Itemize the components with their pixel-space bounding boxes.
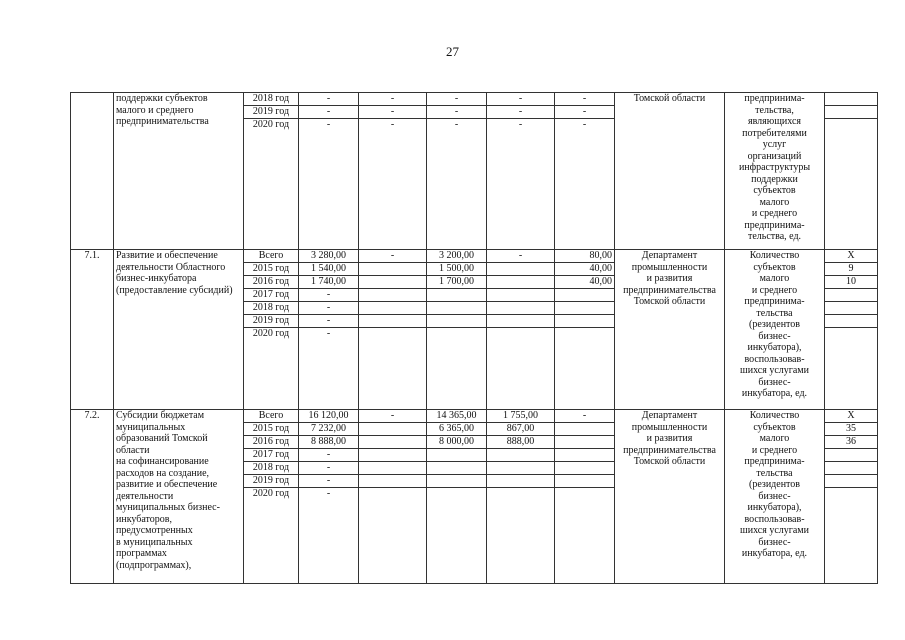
- amount-cell: [487, 263, 555, 276]
- amount-cell: 888,00: [487, 436, 555, 449]
- value-cell: 9: [825, 263, 878, 276]
- row-number-cell: 7.2.: [71, 410, 114, 584]
- page-number: 27: [446, 44, 459, 59]
- amount-cell: [359, 289, 427, 302]
- amount-cell: -: [299, 119, 359, 250]
- amount-cell: [555, 436, 615, 449]
- value-cell: [825, 449, 878, 462]
- amount-cell: [555, 302, 615, 315]
- amount-cell: [487, 462, 555, 475]
- program-table: [70, 92, 878, 584]
- amount-cell: -: [299, 328, 359, 410]
- amount-cell: [359, 449, 427, 462]
- amount-cell: [359, 462, 427, 475]
- amount-cell: [427, 475, 487, 488]
- value-cell: [825, 488, 878, 584]
- amount-cell: 1 755,00: [487, 410, 555, 423]
- year-cell: 2019 год: [244, 315, 299, 328]
- row-number-cell: 7.1.: [71, 250, 114, 410]
- value-cell: [825, 106, 878, 119]
- amount-cell: [555, 462, 615, 475]
- amount-cell: -: [427, 93, 487, 106]
- year-cell: 2017 год: [244, 289, 299, 302]
- amount-cell: -: [299, 106, 359, 119]
- amount-cell: -: [299, 302, 359, 315]
- year-cell: 2020 год: [244, 328, 299, 410]
- amount-cell: [359, 302, 427, 315]
- amount-cell: [427, 328, 487, 410]
- year-cell: Всего: [244, 410, 299, 423]
- amount-cell: [427, 462, 487, 475]
- value-cell: [825, 289, 878, 302]
- amount-cell: [555, 449, 615, 462]
- indicator-cell: Количество субъектов малого и среднего предпринима- тельства (резидентов бизнес- инкубатора), воспользовав- шихся услугами бизнес- инкубатора, ед.: [725, 250, 825, 410]
- amount-cell: -: [427, 119, 487, 250]
- amount-cell: -: [299, 93, 359, 106]
- amount-cell: -: [299, 475, 359, 488]
- amount-cell: -: [359, 410, 427, 423]
- amount-cell: [427, 488, 487, 584]
- amount-cell: 7 232,00: [299, 423, 359, 436]
- year-cell: 2016 год: [244, 436, 299, 449]
- value-cell: 35: [825, 423, 878, 436]
- year-cell: 2018 год: [244, 462, 299, 475]
- amount-cell: [555, 488, 615, 584]
- year-cell: 2015 год: [244, 423, 299, 436]
- amount-cell: -: [487, 250, 555, 263]
- indicator-cell: Количество субъектов малого и среднего предпринима- тельства (резидентов бизнес- инкубатора), воспользовав- шихся услугами бизнес- инкубатора, ед.: [725, 410, 825, 584]
- amount-cell: -: [359, 93, 427, 106]
- amount-cell: -: [299, 289, 359, 302]
- amount-cell: -: [487, 93, 555, 106]
- value-cell: [825, 302, 878, 315]
- amount-cell: [555, 423, 615, 436]
- amount-cell: [427, 449, 487, 462]
- amount-cell: [359, 475, 427, 488]
- amount-cell: [487, 488, 555, 584]
- amount-cell: [555, 289, 615, 302]
- amount-cell: -: [299, 462, 359, 475]
- year-cell: Всего: [244, 250, 299, 263]
- amount-cell: -: [299, 315, 359, 328]
- amount-cell: [487, 315, 555, 328]
- amount-cell: 1 500,00: [427, 263, 487, 276]
- amount-cell: 8 000,00: [427, 436, 487, 449]
- amount-cell: [555, 475, 615, 488]
- amount-cell: 40,00: [555, 263, 615, 276]
- amount-cell: [427, 315, 487, 328]
- measure-name-cell: поддержки субъектов малого и среднего предпринимательства: [114, 93, 244, 250]
- executor-cell: Томской области: [615, 93, 725, 250]
- amount-cell: -: [555, 106, 615, 119]
- measure-name-cell: Развитие и обеспечение деятельности Областного бизнес-инкубатора (предоставление субсидий): [114, 250, 244, 410]
- year-cell: 2019 год: [244, 106, 299, 119]
- amount-cell: -: [299, 488, 359, 584]
- value-cell: [825, 475, 878, 488]
- amount-cell: -: [359, 106, 427, 119]
- amount-cell: [487, 475, 555, 488]
- measure-name-cell: Субсидии бюджетам муниципальных образований Томской области на софинансирование расходов на создание, развитие и обеспечение деятельности муниципальных бизнес- инкубаторов, предусмотренных в муниципальных программах (подпрограммах),: [114, 410, 244, 584]
- amount-cell: [555, 315, 615, 328]
- amount-cell: [359, 263, 427, 276]
- value-cell: [825, 93, 878, 106]
- row-number-cell: [71, 93, 114, 250]
- value-cell: [825, 315, 878, 328]
- amount-cell: [359, 488, 427, 584]
- table-row: [71, 93, 878, 106]
- amount-cell: -: [555, 410, 615, 423]
- value-cell: [825, 119, 878, 250]
- year-cell: 2018 год: [244, 93, 299, 106]
- amount-cell: 1 700,00: [427, 276, 487, 289]
- amount-cell: [359, 328, 427, 410]
- amount-cell: 16 120,00: [299, 410, 359, 423]
- amount-cell: -: [487, 106, 555, 119]
- amount-cell: 14 365,00: [427, 410, 487, 423]
- indicator-cell: предпринима- тельства, являющихся потребителями услуг организаций инфраструктуры поддержки субъектов малого и среднего предпринима- тельства, ед.: [725, 93, 825, 250]
- amount-cell: 6 365,00: [427, 423, 487, 436]
- amount-cell: -: [359, 250, 427, 263]
- amount-cell: [427, 302, 487, 315]
- amount-cell: [487, 276, 555, 289]
- amount-cell: -: [427, 106, 487, 119]
- executor-cell: Департамент промышленности и развития предпринимательства Томской области: [615, 410, 725, 584]
- amount-cell: 80,00: [555, 250, 615, 263]
- amount-cell: 8 888,00: [299, 436, 359, 449]
- executor-cell: Департамент промышленности и развития предпринимательства Томской области: [615, 250, 725, 410]
- amount-cell: -: [555, 93, 615, 106]
- amount-cell: -: [555, 119, 615, 250]
- year-cell: 2015 год: [244, 263, 299, 276]
- year-cell: 2020 год: [244, 119, 299, 250]
- value-cell: 36: [825, 436, 878, 449]
- year-cell: 2017 год: [244, 449, 299, 462]
- amount-cell: [487, 289, 555, 302]
- value-cell: 10: [825, 276, 878, 289]
- amount-cell: -: [299, 449, 359, 462]
- amount-cell: [359, 315, 427, 328]
- value-cell: [825, 328, 878, 410]
- value-cell: X: [825, 410, 878, 423]
- amount-cell: 40,00: [555, 276, 615, 289]
- amount-cell: [359, 276, 427, 289]
- amount-cell: 3 200,00: [427, 250, 487, 263]
- amount-cell: [555, 328, 615, 410]
- amount-cell: 1 740,00: [299, 276, 359, 289]
- table-row: [71, 250, 878, 263]
- amount-cell: [359, 423, 427, 436]
- amount-cell: -: [359, 119, 427, 250]
- amount-cell: [487, 449, 555, 462]
- year-cell: 2016 год: [244, 276, 299, 289]
- value-cell: X: [825, 250, 878, 263]
- amount-cell: 1 540,00: [299, 263, 359, 276]
- value-cell: [825, 462, 878, 475]
- year-cell: 2018 год: [244, 302, 299, 315]
- amount-cell: -: [487, 119, 555, 250]
- table-row: [71, 410, 878, 423]
- amount-cell: 867,00: [487, 423, 555, 436]
- year-cell: 2020 год: [244, 488, 299, 584]
- amount-cell: [359, 436, 427, 449]
- amount-cell: 3 280,00: [299, 250, 359, 263]
- amount-cell: [487, 328, 555, 410]
- amount-cell: [487, 302, 555, 315]
- year-cell: 2019 год: [244, 475, 299, 488]
- amount-cell: [427, 289, 487, 302]
